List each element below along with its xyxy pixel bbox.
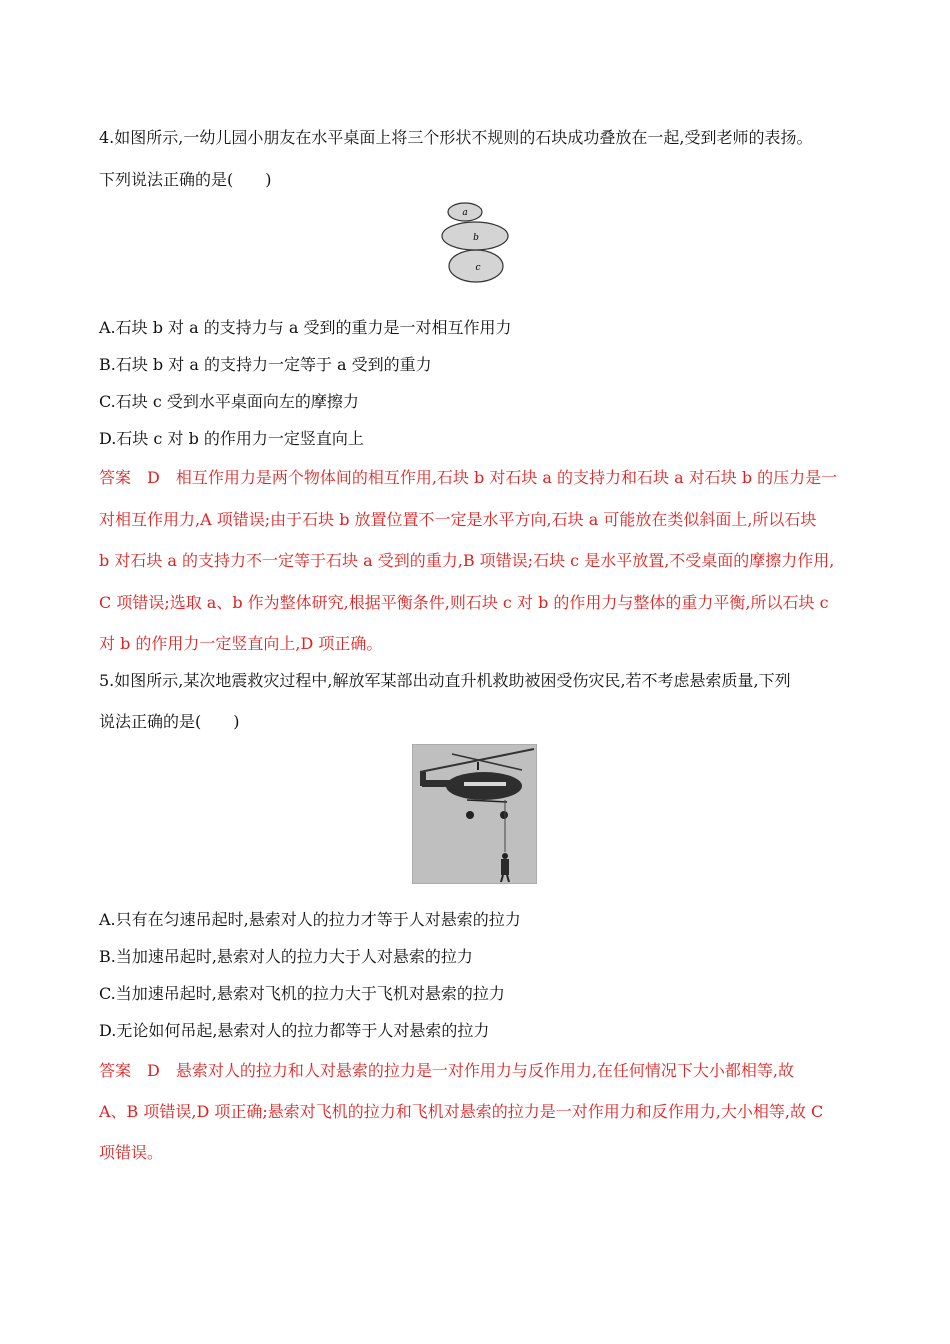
q5-answer-line-1: 答案 D 悬索对人的拉力和人对悬索的拉力是一对作用力与反作用力,在任何情况下大小都相等,故 xyxy=(99,1061,795,1080)
stone-b-label: b xyxy=(473,233,479,243)
stone-a-label: a xyxy=(462,208,468,218)
q4-stem-line-1: 4.如图所示,一幼儿园小朋友在水平桌面上将三个形状不规则的石块成功叠放在一起,受到老师的表扬。 xyxy=(99,128,813,147)
q5-stem-line-2: 说法正确的是( ) xyxy=(99,712,240,731)
q5-option-d: D.无论如何吊起,悬索对人的拉力都等于人对悬索的拉力 xyxy=(99,1021,490,1040)
stacked-stones-figure xyxy=(438,198,514,286)
q5-answer-line-3: 项错误。 xyxy=(99,1143,164,1162)
q4-answer-line-2: 对相互作用力,A 项错误;由于石块 b 放置位置不一定是水平方向,石块 a 可能放在类似斜面上,所以石块 xyxy=(99,510,817,529)
q4-answer-line-5: 对 b 的作用力一定竖直向上,D 项正确。 xyxy=(99,634,383,653)
q5-option-a: A.只有在匀速吊起时,悬索对人的拉力才等于人对悬索的拉力 xyxy=(99,910,521,929)
q4-option-b: B.石块 b 对 a 的支持力一定等于 a 受到的重力 xyxy=(99,355,432,374)
q4-answer-line-3: b 对石块 a 的支持力不一定等于石块 a 受到的重力,B 项错误;石块 c 是水平放置,不受桌面的摩擦力作用, xyxy=(99,551,835,570)
q4-option-a: A.石块 b 对 a 的支持力与 a 受到的重力是一对相互作用力 xyxy=(99,318,512,337)
q4-stem-line-2: 下列说法正确的是( ) xyxy=(99,170,272,189)
q4-option-d: D.石块 c 对 b 的作用力一定竖直向上 xyxy=(99,429,364,448)
q4-option-c: C.石块 c 受到水平桌面向左的摩擦力 xyxy=(99,392,359,411)
stone-c-label: c xyxy=(475,263,481,273)
q5-option-c: C.当加速吊起时,悬索对飞机的拉力大于飞机对悬索的拉力 xyxy=(99,984,505,1003)
q5-option-b: B.当加速吊起时,悬索对人的拉力大于人对悬索的拉力 xyxy=(99,947,473,966)
q4-answer-line-4: C 项错误;选取 a、b 作为整体研究,根据平衡条件,则石块 c 对 b 的作用力与整体的重力平衡,所以石块 c xyxy=(99,593,829,612)
helicopter-rescue-photo xyxy=(412,744,537,884)
q4-answer-line-1: 答案 D 相互作用力是两个物体间的相互作用,石块 b 对石块 a 的支持力和石块 a 对石块 b 的压力是一 xyxy=(99,468,838,487)
q5-answer-line-2: A、B 项错误,D 项正确;悬索对飞机的拉力和飞机对悬索的拉力是一对作用力和反作用力,大小相等,故 C xyxy=(99,1102,824,1121)
q5-stem-line-1: 5.如图所示,某次地震救灾过程中,解放军某部出动直升机救助被困受伤灾民,若不考虑悬索质量,下列 xyxy=(99,671,791,690)
